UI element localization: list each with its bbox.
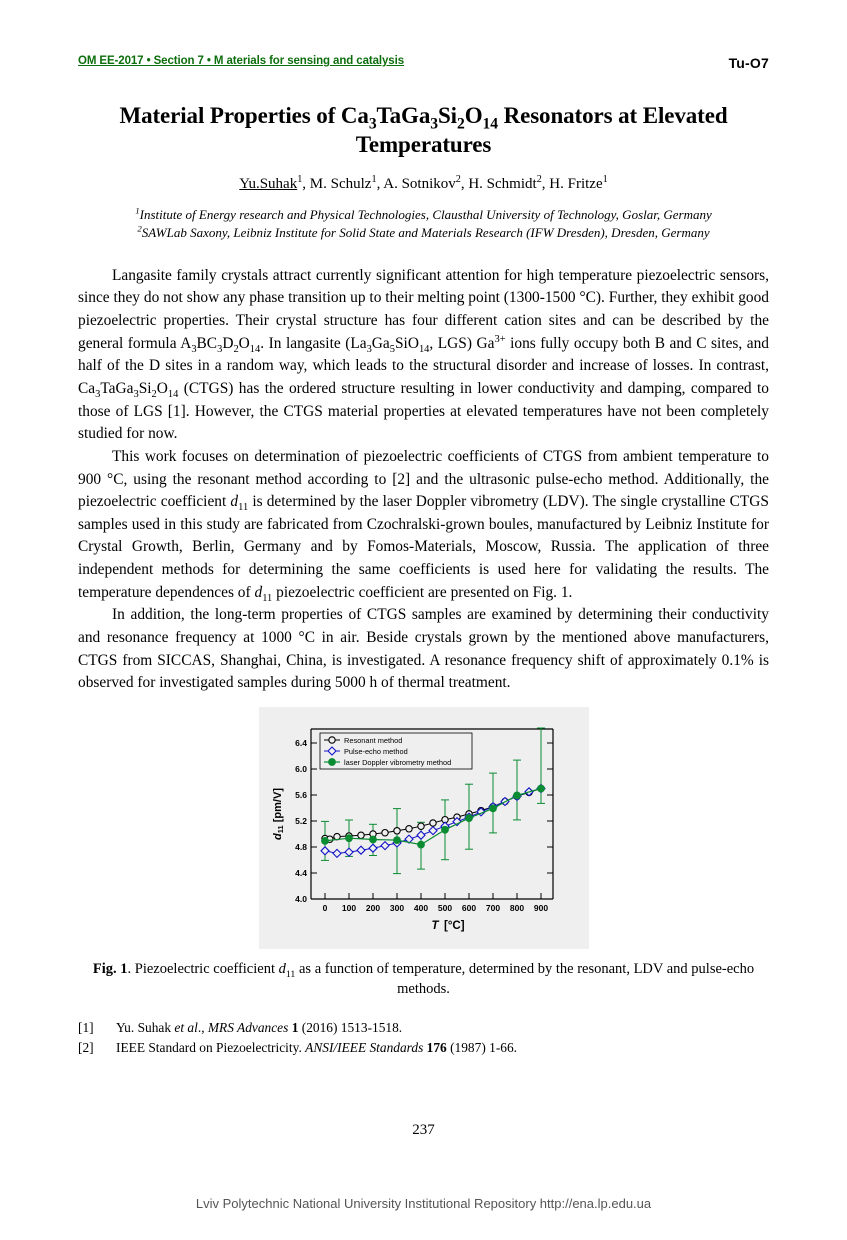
figure-1 [259, 707, 589, 949]
p2-c: piezoelectric coefficient are presented on Fig. 1. [272, 583, 573, 601]
paragraph-3: In addition, the long-term properties of CTGS samples are examined by determining their conductivity and resonance frequency at 1000 °C in air. Beside crystals grown by the mentioned above manufacturers, CTGS from SICCAS, Shanghai, China, is investigated. A resonance frequency shift of approximately 0.1% is observed for investigated samples during 5000 h of thermal treatment. [78, 606, 769, 692]
body-text [78, 265, 769, 695]
p1-l: O [156, 379, 168, 397]
p1-b: BC [196, 334, 218, 352]
ref-1-mid: ., [197, 1019, 208, 1035]
ref-2-pre: IEEE Standard on Piezoelectricity. [116, 1039, 306, 1055]
p1-sub-si2: 2 [151, 389, 157, 401]
p2-b: is determined by the laser Doppler vibrometry (LDV). The single crystalline CTGS samples used in this study are fabricated from Czochralski-grown boules, manufactured by Leibniz Institute for Crystal Growth, Berlin, Germany and by Fomos-Materials, Moscow, Russia. The application of three independent methods for determining the same coefficients is used here for validating the results. The temperature dependences of [78, 493, 769, 601]
legend-label-resonant: Resonant method [343, 735, 402, 745]
figure-caption-dsub: 11 [285, 968, 296, 980]
title-sub-2: 3 [430, 115, 438, 133]
repository-footer: Lviv Polytechnic National University Institutional Repository http://ena.lp.edu.ua [195, 1196, 652, 1211]
title-part-1: Material Properties of Ca [119, 103, 369, 128]
affiliation-1-text: Institute of Energy research and Physical Technologies, Clausthal University of Technology, Goslar, Germany [139, 206, 712, 222]
figure-caption [78, 959, 769, 1000]
p1-k: Si [138, 379, 152, 397]
title-part-4: O [464, 103, 483, 128]
p1-e: . In langasite (La [260, 334, 367, 352]
p1-h: , LGS) Ga [429, 334, 495, 352]
figure-caption-b: as a function of temperature, determined by the resonant, LDV and pulse-echo methods. [295, 960, 755, 998]
svg-text:5.2: 5.2 [294, 815, 307, 826]
p1-i: ions fully occupy both B and C sites, and half of the D sites in a random way, which leads to the structural disorder and increase of losses. In contrast, Ca [78, 334, 769, 397]
ref-2-bold: 176 [426, 1039, 447, 1055]
chart-legend [320, 733, 472, 769]
ref-1-bold: 1 [291, 1019, 299, 1035]
svg-text:200: 200 [365, 902, 380, 913]
figure-caption-d: d [278, 960, 286, 977]
reference-number: [2] [78, 1039, 94, 1055]
p1-sub-ga5: 5 [389, 343, 395, 355]
reference-item [78, 1018, 769, 1038]
page-title [78, 101, 769, 160]
ref-1-italic-1: et al [174, 1019, 198, 1035]
author-sep-2: , A. Sotnikov [376, 175, 456, 192]
p2-d11-symbol-2: d [254, 583, 263, 601]
svg-text:4.8: 4.8 [294, 841, 307, 852]
svg-text:4.0: 4.0 [294, 893, 307, 904]
p1-sub-d2: 2 [233, 343, 239, 355]
title-sub-3: 2 [456, 115, 465, 133]
svg-text:d11 [pm/V]: d11 [pm/V] [271, 787, 285, 840]
page-number: 237 [412, 1122, 435, 1138]
svg-text:0: 0 [322, 902, 327, 913]
svg-text:100: 100 [341, 902, 356, 913]
reference-item [78, 1038, 769, 1058]
ref-2-post: (1987) 1-66. [446, 1039, 518, 1055]
legend-label-ldv: laser Doppler vibrometry method [343, 757, 451, 767]
svg-text:6.4: 6.4 [294, 737, 307, 748]
paragraph-1 [78, 265, 769, 446]
d11-temperature-chart [263, 713, 585, 945]
p1-g: SiO [394, 334, 419, 352]
p1-m: (CTGS) has the ordered structure resulting in lower conductivity and damping, compared to those of LGS [1]. However, the CTGS material properties at elevated temperatures have not been completely studied for now. [78, 379, 769, 443]
p2-d11-sub: 11 [238, 502, 249, 514]
svg-text:500: 500 [437, 902, 452, 913]
affiliation-1 [78, 206, 769, 224]
author-sup-2: 1 [371, 173, 377, 185]
p1-d: O [238, 334, 250, 352]
author-sup-4: 2 [536, 173, 542, 185]
paragraph-2 [78, 446, 769, 604]
author-sep-4: , H. Fritze [541, 175, 603, 192]
svg-text:900: 900 [533, 902, 548, 913]
affiliation-2-sup: 2 [137, 224, 142, 234]
svg-text:700: 700 [485, 902, 500, 913]
title-part-5: Resonators at Elevated Temperatures [355, 103, 728, 158]
x-axis-unit: [°C] [443, 919, 465, 932]
figure-caption-a: . Piezoelectric coefficient [127, 960, 279, 977]
p1-sub-c3: 3 [217, 343, 223, 355]
svg-text:5.6: 5.6 [294, 789, 307, 800]
p1-sub-ga3: 3 [133, 389, 139, 401]
p2-d11-symbol: d [230, 493, 239, 511]
author-list [78, 173, 769, 193]
p1-a: Langasite family crystals attract currently significant attention for high temperature piezoelectric sensors, since they do not show any phase transition up to their melting point (1300-1500 °C). Further, they exhibit good piezoelectric properties. Their crystal structure has four different cation sites and can be described by the general formula A [78, 266, 769, 352]
title-part-3: Si [437, 103, 457, 128]
p1-c: D [222, 334, 234, 352]
p2-d11-sub-2: 11 [262, 592, 273, 604]
p1-sub-o14c: 14 [167, 389, 179, 401]
svg-text:800: 800 [509, 902, 524, 913]
author-sup-5: 1 [602, 173, 608, 185]
author-sup-3: 2 [455, 173, 461, 185]
p1-sub-la3: 3 [366, 343, 372, 355]
affiliation-2-text: SAWLab Saxony, Leibniz Institute for Solid State and Materials Research (IFW Dresden), Dresden, Germany [141, 225, 710, 241]
x-axis-label: T [430, 919, 439, 932]
author-sep-3: , H. Schmidt [460, 175, 537, 192]
affiliation-block [78, 206, 769, 243]
author-sup-1: 1 [297, 173, 303, 185]
running-head-left: OM EE-2017 • Section 7 • M aterials for sensing and catalysis [78, 55, 404, 67]
svg-text:6.0: 6.0 [294, 763, 307, 774]
figure-caption-label: Fig. 1 [92, 960, 128, 977]
title-sub-4: 14 [482, 115, 498, 133]
p1-sub-a3: 3 [191, 343, 197, 355]
reference-text [116, 1038, 769, 1058]
svg-text:300: 300 [389, 902, 404, 913]
svg-text:4.4: 4.4 [294, 867, 307, 878]
reference-text [116, 1018, 769, 1038]
figure-wrapper [78, 707, 769, 949]
reference-number: [1] [78, 1019, 94, 1035]
svg-text:600: 600 [461, 902, 476, 913]
ref-1-italic-2: MRS Advances [207, 1019, 292, 1035]
p1-f: Ga [371, 334, 390, 352]
ref-1-post: (2016) 1513-1518. [298, 1019, 403, 1035]
p1-sub-ca3: 3 [95, 389, 101, 401]
running-head [78, 55, 769, 71]
page-content [78, 55, 769, 1058]
p1-sup-3plus: 3+ [494, 333, 506, 345]
ref-2-italic-2: ANSI/IEEE Standards [305, 1039, 427, 1055]
affiliation-2 [78, 224, 769, 242]
svg-text:400: 400 [413, 902, 428, 913]
p1-sub-o14b: 14 [418, 343, 430, 355]
author-primary: Yu.Suhak [239, 175, 298, 192]
title-part-2: TaGa [376, 103, 431, 128]
p1-sub-o14: 14 [249, 343, 261, 355]
plot-area [263, 713, 585, 945]
legend-label-pulse-echo: Pulse-echo method [343, 746, 408, 756]
p2-a: This work focuses on determination of piezoelectric coefficients of CTGS from ambient temperature to 900 °C, using the resonant method according to [2] and the ultrasonic pulse-echo method. Additionally, the piezoelectric coefficient [78, 447, 769, 511]
running-head-right: Tu-O7 [728, 55, 769, 71]
p1-j: TaGa [100, 379, 134, 397]
reference-list [78, 1018, 769, 1058]
ref-1-pre: Yu. Suhak [116, 1019, 175, 1035]
author-sep-1: , M. Schulz [302, 175, 372, 192]
affiliation-1-sup: 1 [135, 205, 140, 216]
title-sub-1: 3 [368, 115, 377, 133]
